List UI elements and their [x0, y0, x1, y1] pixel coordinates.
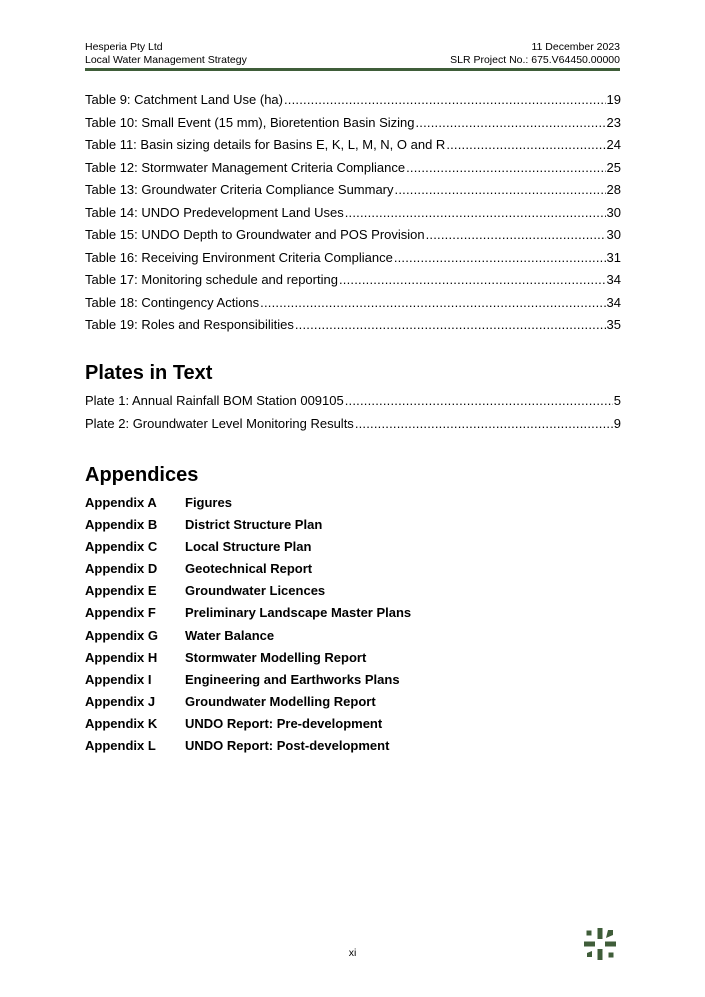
appendix-entry[interactable]: [85, 713, 411, 735]
toc-entry-label: Table 17: Monitoring schedule and reporting: [85, 272, 338, 287]
toc-entry-label: Table 19: Roles and Responsibilities: [85, 317, 294, 332]
table-toc-entry[interactable]: [85, 134, 621, 157]
appendix-entry[interactable]: [85, 580, 411, 602]
toc-entry-page: 31: [606, 249, 621, 265]
toc-entry-label: Table 9: Catchment Land Use (ha): [85, 92, 283, 107]
table-toc-entry[interactable]: [85, 269, 621, 292]
plates-heading: Plates in Text: [85, 362, 213, 384]
appendix-entry[interactable]: [85, 536, 411, 558]
dot-leader: [345, 390, 613, 413]
toc-entry-page: 30: [606, 227, 621, 242]
toc-entry-page: 34: [606, 272, 621, 287]
page-number: xi: [348, 947, 357, 959]
toc-entry-label: Table 15: UNDO Depth to Groundwater and POS Provision: [85, 227, 425, 242]
dot-leader: [345, 202, 606, 225]
toc-entry-label: Table 14: UNDO Predevelopment Land Uses: [85, 204, 344, 220]
header-date: 11 December 2023: [531, 41, 620, 53]
appendix-entry[interactable]: [85, 735, 411, 757]
table-toc-entry[interactable]: [85, 247, 621, 270]
dot-leader: [295, 314, 606, 337]
tables-list: [85, 89, 621, 337]
appendix-entry[interactable]: [85, 558, 411, 580]
plate-toc-entry[interactable]: [85, 413, 621, 436]
appendix-key: Appendix H: [85, 649, 158, 665]
appendices-heading: Appendices: [85, 464, 199, 486]
dot-leader: [446, 134, 605, 157]
toc-entry-page: 25: [606, 159, 621, 175]
appendix-entry[interactable]: [85, 514, 411, 536]
appendix-key: Appendix C: [85, 539, 158, 555]
toc-entry-label: Table 10: Small Event (15 mm), Bioretention Basin Sizing: [85, 114, 415, 130]
appendix-title: Engineering and Earthworks Plans: [185, 671, 400, 687]
toc-entry-label: Table 11: Basin sizing details for Basins E, K, L, M, N, O and R: [85, 137, 446, 152]
appendix-title: UNDO Report: Pre-development: [185, 715, 383, 731]
appendix-entry[interactable]: [85, 492, 411, 514]
table-toc-entry[interactable]: [85, 179, 621, 202]
appendix-key: Appendix D: [85, 561, 158, 577]
toc-entry-page: 28: [606, 182, 621, 197]
toc-entry-page: 24: [606, 137, 621, 152]
table-toc-entry[interactable]: [85, 157, 621, 180]
appendix-title: Stormwater Modelling Report: [185, 649, 367, 665]
toc-entry-label: Plate 1: Annual Rainfall BOM Station 009105: [85, 393, 344, 408]
toc-entry-page: 9: [613, 415, 621, 431]
appendix-entry[interactable]: [85, 647, 411, 669]
table-toc-entry[interactable]: [85, 224, 621, 247]
appendix-title: Local Structure Plan: [185, 539, 312, 555]
dot-leader: [339, 269, 606, 292]
appendix-key: Appendix A: [85, 495, 157, 510]
appendix-key: Appendix B: [85, 517, 158, 533]
table-toc-entry[interactable]: [85, 292, 621, 315]
toc-entry-label: Table 12: Stormwater Management Criteria Compliance: [85, 159, 406, 175]
page-header: [85, 41, 620, 67]
table-toc-entry[interactable]: [85, 314, 621, 337]
toc-entry-page: 35: [606, 317, 621, 332]
appendix-title: Water Balance: [185, 627, 275, 643]
dot-leader: [395, 179, 606, 202]
appendix-entry[interactable]: [85, 669, 411, 691]
appendix-key: Appendix G: [85, 627, 158, 643]
appendix-title: UNDO Report: Post-development: [185, 738, 390, 754]
appendix-title: Figures: [185, 495, 232, 510]
toc-entry-label: Table 16: Receiving Environment Criteria Compliance: [85, 249, 393, 265]
dot-leader: [260, 292, 605, 315]
table-toc-entry[interactable]: [85, 202, 621, 225]
appendix-key: Appendix K: [85, 715, 158, 731]
plate-toc-entry[interactable]: [85, 390, 621, 413]
appendix-entry[interactable]: [85, 625, 411, 647]
toc-entry-label: Plate 2: Groundwater Level Monitoring Results: [85, 415, 354, 431]
appendix-key: Appendix F: [85, 605, 156, 621]
document-title: Local Water Management Strategy: [85, 54, 247, 66]
appendix-title: Groundwater Modelling Report: [185, 693, 376, 709]
toc-entry-page: 19: [606, 92, 621, 107]
appendix-entry[interactable]: [85, 602, 411, 624]
toc-entry-label: Table 13: Groundwater Criteria Compliance Summary: [85, 182, 394, 197]
appendix-title: Groundwater Licences: [185, 583, 326, 599]
dot-leader: [394, 247, 606, 270]
dot-leader: [416, 112, 606, 135]
appendix-key: Appendix E: [85, 583, 157, 599]
appendix-title: Geotechnical Report: [185, 561, 313, 577]
slr-logo-icon: [582, 926, 618, 962]
appendix-key: Appendix J: [85, 693, 156, 709]
dot-leader: [355, 413, 613, 436]
appendices-list: [85, 492, 411, 757]
toc-entry-label: Table 18: Contingency Actions: [85, 294, 260, 310]
table-toc-entry[interactable]: [85, 112, 621, 135]
dot-leader: [284, 89, 606, 112]
toc-entry-page: 30: [606, 204, 621, 220]
appendix-title: Preliminary Landscape Master Plans: [185, 605, 412, 621]
project-number: SLR Project No.: 675.V64450.00000: [450, 54, 620, 66]
appendix-key: Appendix I: [85, 671, 152, 687]
company-name: Hesperia Pty Ltd: [85, 41, 163, 53]
header-rule: [85, 68, 620, 71]
toc-entry-page: 23: [606, 114, 621, 130]
toc-entry-page: 5: [613, 393, 621, 408]
toc-entry-page: 34: [606, 294, 621, 310]
dot-leader: [406, 157, 605, 180]
dot-leader: [426, 224, 606, 247]
appendix-key: Appendix L: [85, 738, 156, 754]
plates-list: [85, 390, 621, 435]
appendix-entry[interactable]: [85, 691, 411, 713]
appendix-title: District Structure Plan: [185, 517, 323, 533]
table-toc-entry[interactable]: [85, 89, 621, 112]
